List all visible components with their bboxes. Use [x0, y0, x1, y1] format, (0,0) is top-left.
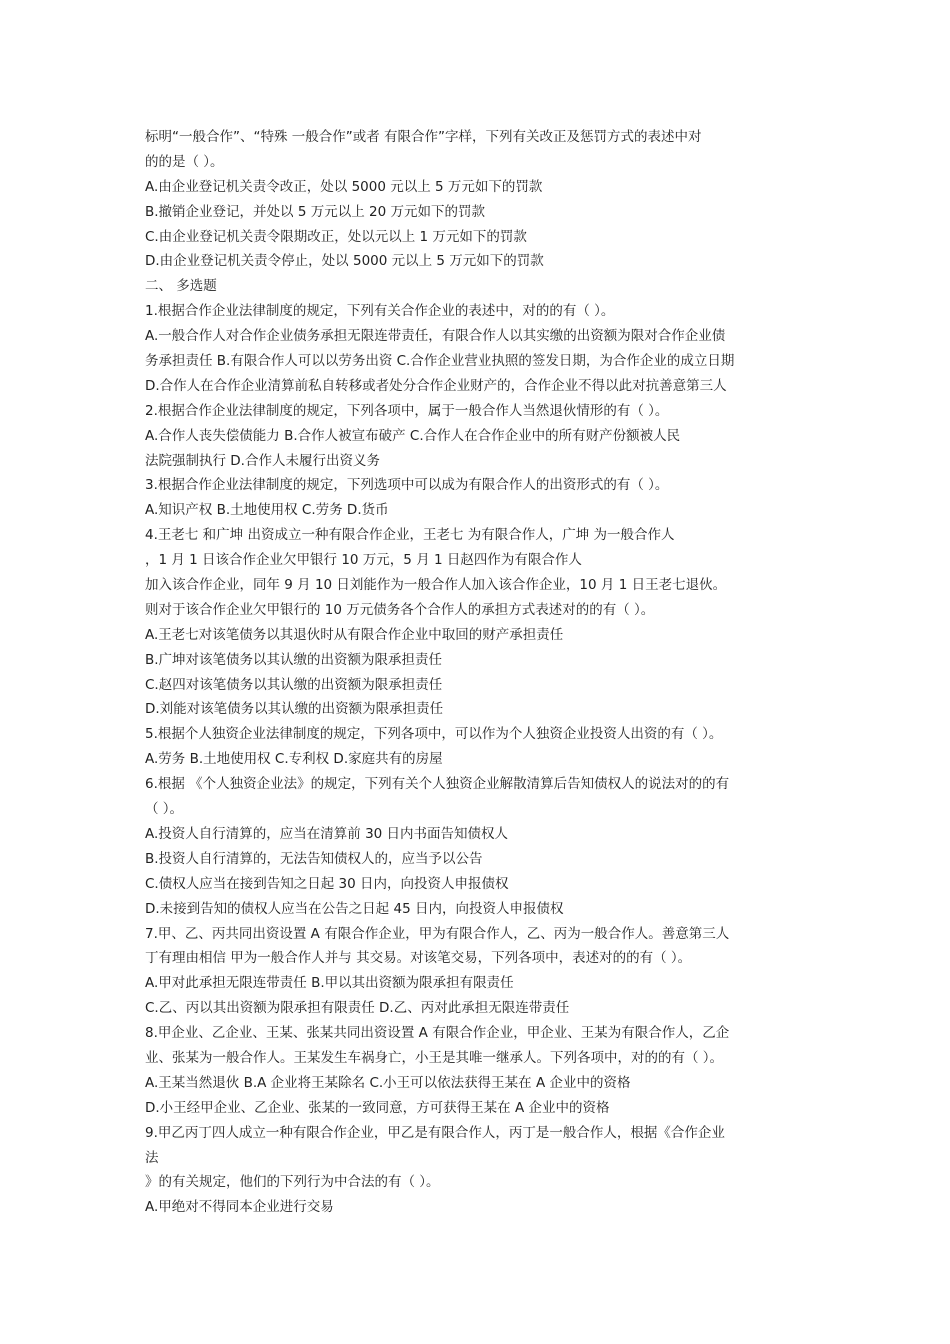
text-line: 法院强制执行 D.合作人未履行出资义务	[145, 452, 380, 469]
text-line: A.由企业登记机关责令改正，处以 5000 元以上 5 万元如下的罚款	[145, 178, 543, 195]
text-line: 二、 多选题	[145, 278, 217, 295]
text-line: 业、张某为一般合作人。王某发生车祸身亡，小王是其唯一继承人。下列各项中，对的的有（ ）。	[145, 1049, 724, 1066]
text-line: C.债权人应当在接到告知之日起 30 日内，向投资人申报债权	[145, 875, 509, 892]
text-line: 加入该合作企业，同年 9 月 10 日刘能作为一般合作人加入该合作企业，10 月 1 日王老七退伙。	[145, 577, 727, 594]
text-line: B.投资人自行清算的，无法告知债权人的，应当予以公告	[145, 850, 483, 867]
text-line: 的的是（ ）。	[145, 153, 224, 170]
text-line: C.赵四对该笔债务以其认缴的出资额为限承担责任	[145, 676, 443, 693]
text-line: D.由企业登记机关责令停止，处以 5000 元以上 5 万元如下的罚款	[145, 253, 544, 270]
text-line: 丁有理由相信 甲为一般合作人并与 其交易。对该笔交易，下列各项中，表述对的的有（ ）。	[145, 950, 692, 967]
text-line: 3.根据合作企业法律制度的规定，下列选项中可以成为有限合作人的出资形式的有（ ）。	[145, 477, 669, 494]
text-line: 6.根据 《个人独资企业法》的规定，下列有关个人独资企业解散清算后告知债权人的说法对的的有	[145, 776, 730, 793]
text-line: D.小王经甲企业、乙企业、张某的一致同意，方可获得王某在 A 企业中的资格	[145, 1099, 610, 1116]
text-line: 5.根据个人独资企业法律制度的规定，下列各项中，可以作为个人独资企业投资人出资的有（ ）。	[145, 726, 723, 743]
text-line: 》的有关规定，他们的下列行为中合法的有（ ）。	[145, 1174, 440, 1191]
text-line: D.刘能对该笔债务以其认缴的出资额为限承担责任	[145, 701, 444, 718]
text-line: 标明“一般合作”、“特殊 一般合作”或者 有限合作”字样，下列有关改正及惩罚方式的表述中对	[145, 129, 702, 145]
text-line: 9.甲乙丙丁四人成立一种有限合作企业，甲乙是有限合作人，丙丁是一般合作人，根据《合作企业	[145, 1124, 725, 1141]
text-line: B.广坤对该笔债务以其认缴的出资额为限承担责任	[145, 651, 443, 668]
text-line: 2.根据合作企业法律制度的规定，下列各项中，属于一般合作人当然退伙情形的有（ ）。	[145, 402, 669, 419]
text-line: 务承担责任 B.有限合作人可以以劳务出资 C.合作企业营业执照的签发日期，为合作企业的成立日期	[145, 353, 735, 370]
text-line: A.一般合作人对合作企业债务承担无限连带责任，有限合作人以其实缴的出资额为限对合作企业债	[145, 328, 726, 345]
text-line: D.未接到告知的债权人应当在公告之日起 45 日内，向投资人申报债权	[145, 900, 564, 917]
text-line: A.王老七对该笔债务以其退伙时从有限合作企业中取回的财产承担责任	[145, 626, 564, 643]
text-line: C.乙、丙以其出资额为限承担有限责任 D.乙、丙对此承担无限连带责任	[145, 1000, 570, 1017]
text-line: 则对于该合作企业欠甲银行的 10 万元债务各个合作人的承担方式表述对的的有（ ）。	[145, 601, 655, 618]
text-line: （ ）。	[145, 801, 184, 818]
text-line: A.知识产权 B.土地使用权 C.劳务 D.货币	[145, 502, 389, 519]
text-line: A.合作人丧失偿债能力 B.合作人被宣布破产 C.合作人在合作企业中的所有财产份额被人民	[145, 427, 681, 444]
text-line: 8.甲企业、乙企业、王某、张某共同出资设置 A 有限合作企业，甲企业、王某为有限合作人，乙企	[145, 1025, 730, 1042]
text-line: 4.王老七 和广坤 出资成立一种有限合作企业，王老七 为有限合作人，广坤 为一般合作人	[145, 527, 675, 544]
text-line: 1.根据合作企业法律制度的规定，下列有关合作企业的表述中，对的的有（ ）。	[145, 303, 615, 320]
text-line: A.甲对此承担无限连带责任 B.甲以其出资额为限承担有限责任	[145, 975, 514, 992]
text-line: ，1 月 1 日该合作企业欠甲银行 10 万元，5 月 1 日赵四作为有限合作人	[145, 552, 582, 569]
text-line: D.合作人在合作企业清算前私自转移或者处分合作企业财产的，合作企业不得以此对抗善意第三人	[145, 377, 727, 394]
text-line: A.劳务 B.土地使用权 C.专利权 D.家庭共有的房屋	[145, 751, 443, 768]
text-line: A.甲绝对不得同本企业进行交易	[145, 1199, 334, 1216]
text-line: A.投资人自行清算的，应当在清算前 30 日内书面告知债权人	[145, 825, 509, 842]
text-line: 7.甲、乙、丙共同出资设置 A 有限合作企业，甲为有限合作人，乙、丙为一般合作人。善意第三人	[145, 925, 730, 942]
text-line: B.撤销企业登记，并处以 5 万元以上 20 万元如下的罚款	[145, 203, 485, 220]
text-line: A.王某当然退伙 B.A 企业将王某除名 C.小王可以依法获得王某在 A 企业中的资格	[145, 1074, 631, 1091]
text-line: C.由企业登记机关责令限期改正，处以元以上 1 万元如下的罚款	[145, 228, 527, 245]
document-body	[145, 125, 815, 1220]
text-line: 法	[145, 1149, 159, 1166]
